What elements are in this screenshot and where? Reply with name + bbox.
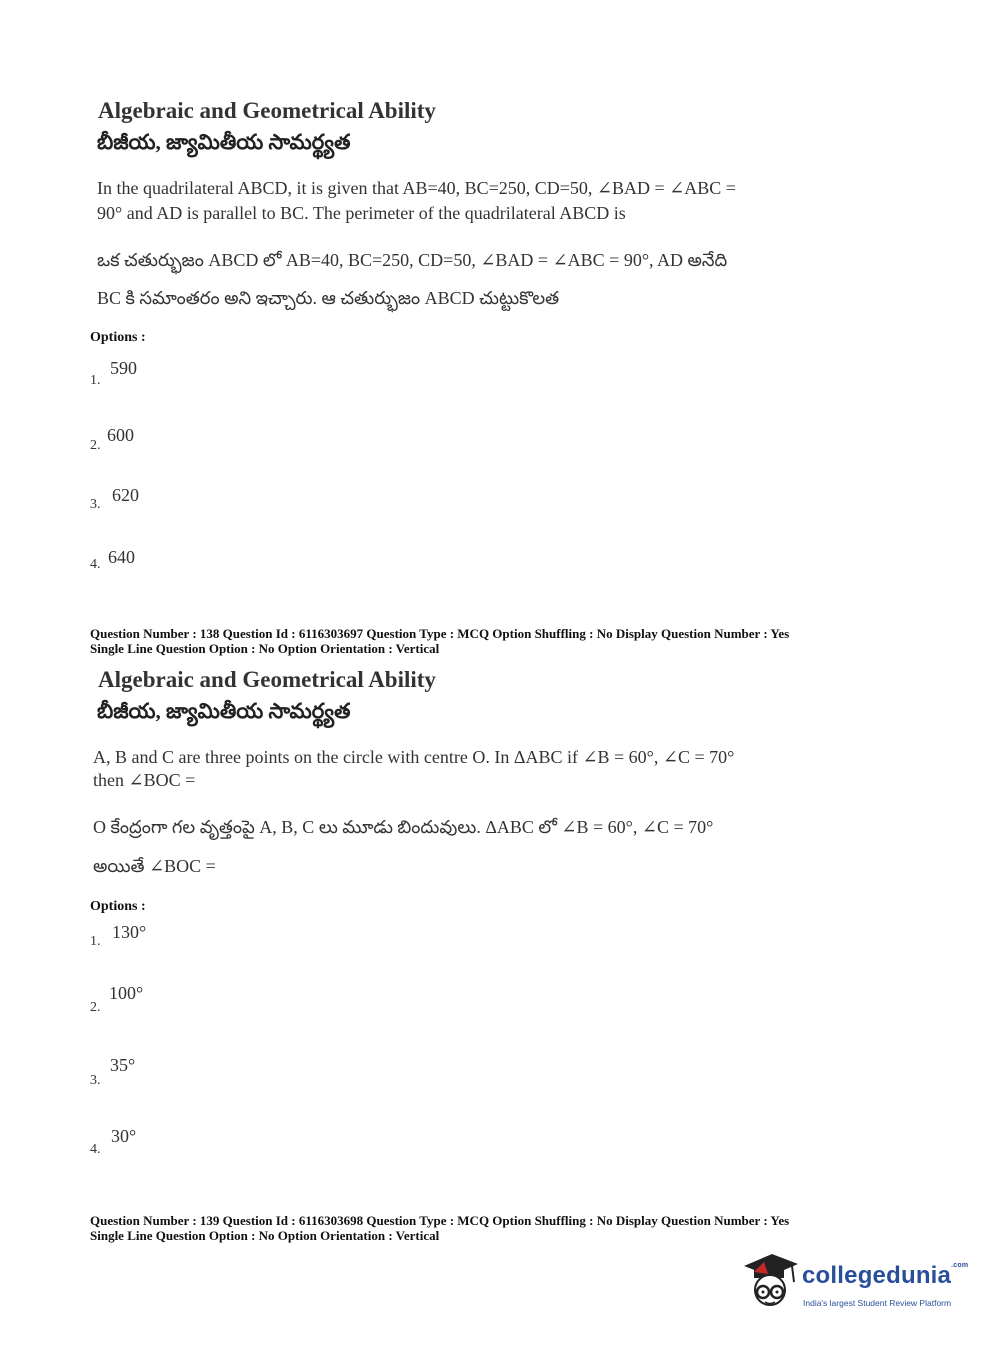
option-value: 590	[110, 358, 137, 378]
option-value: 600	[107, 425, 134, 445]
mascot-icon	[740, 1250, 800, 1312]
logo-wordmark: collegedunia	[802, 1262, 952, 1289]
question-meta-line: Question Number : 139 Question Id : 6116303698 Question Type : MCQ Option Shuffling : No Display Question Number : Yes	[90, 1213, 790, 1228]
option-number: 4.	[90, 1142, 101, 1157]
question-text-line: then ∠BOC =	[93, 770, 196, 790]
option-number: 1.	[90, 934, 101, 949]
question-meta-line: Question Number : 138 Question Id : 6116303697 Question Type : MCQ Option Shuffling : No Display Question Number : Yes	[90, 626, 790, 641]
question-text-telugu-line: ఒక చతుర్భుజం ABCD లో AB=40, BC=250, CD=50, ∠BAD = ∠ABC = 90°, AD అనేది	[97, 250, 728, 270]
question-text-telugu-line: BC కి సమాంతరం అని ఇచ్చారు. ఆ చతుర్భుజం ABCD చుట్టుకొలత	[97, 288, 560, 308]
section-title-telugu: బీజీయ, జ్యామితీయ సామర్థ్యత	[97, 130, 351, 154]
section-title: Algebraic and Geometrical Ability	[98, 98, 436, 123]
option-value: 130°	[112, 922, 147, 942]
option-number: 3.	[90, 1073, 101, 1088]
question-meta-line: Single Line Question Option : No Option Orientation : Vertical	[90, 641, 440, 656]
option-number: 2.	[90, 438, 101, 453]
question-text-line: In the quadrilateral ABCD, it is given that AB=40, BC=250, CD=50, ∠BAD = ∠ABC =	[97, 178, 736, 198]
option-value: 30°	[111, 1126, 137, 1146]
option-number: 4.	[90, 557, 101, 572]
option-number: 2.	[90, 1000, 101, 1015]
option-value: 100°	[109, 983, 144, 1003]
question-text-line: A, B and C are three points on the circle with centre O. In ΔABC if ∠B = 60°, ∠C = 70°	[93, 747, 735, 767]
question-text-telugu-line: O కేంద్రంగా గల వృత్తంపై A, B, C లు మూడు బిందువులు. ΔABC లో ∠B = 60°, ∠C = 70°	[93, 817, 714, 837]
option-number: 3.	[90, 497, 101, 512]
question-text-line: 90° and AD is parallel to BC. The perimeter of the quadrilateral ABCD is	[97, 203, 626, 223]
option-value: 620	[112, 485, 139, 505]
options-label: Options :	[90, 330, 146, 345]
question-meta-line: Single Line Question Option : No Option Orientation : Vertical	[90, 1228, 440, 1243]
section-title: Algebraic and Geometrical Ability	[98, 667, 436, 692]
collegedunia-logo	[740, 1248, 970, 1318]
question-text-telugu-line: అయితే ∠BOC =	[93, 856, 216, 876]
options-label: Options :	[90, 899, 146, 914]
section-title-telugu: బీజీయ, జ్యామితీయ సామర్థ్యత	[97, 699, 351, 723]
logo-tagline: India's largest Student Review Platform	[803, 1298, 952, 1308]
option-value: 640	[108, 547, 135, 567]
option-number: 1.	[90, 373, 101, 388]
option-value: 35°	[110, 1055, 136, 1075]
logo-domain-suffix: .com	[951, 1262, 969, 1269]
